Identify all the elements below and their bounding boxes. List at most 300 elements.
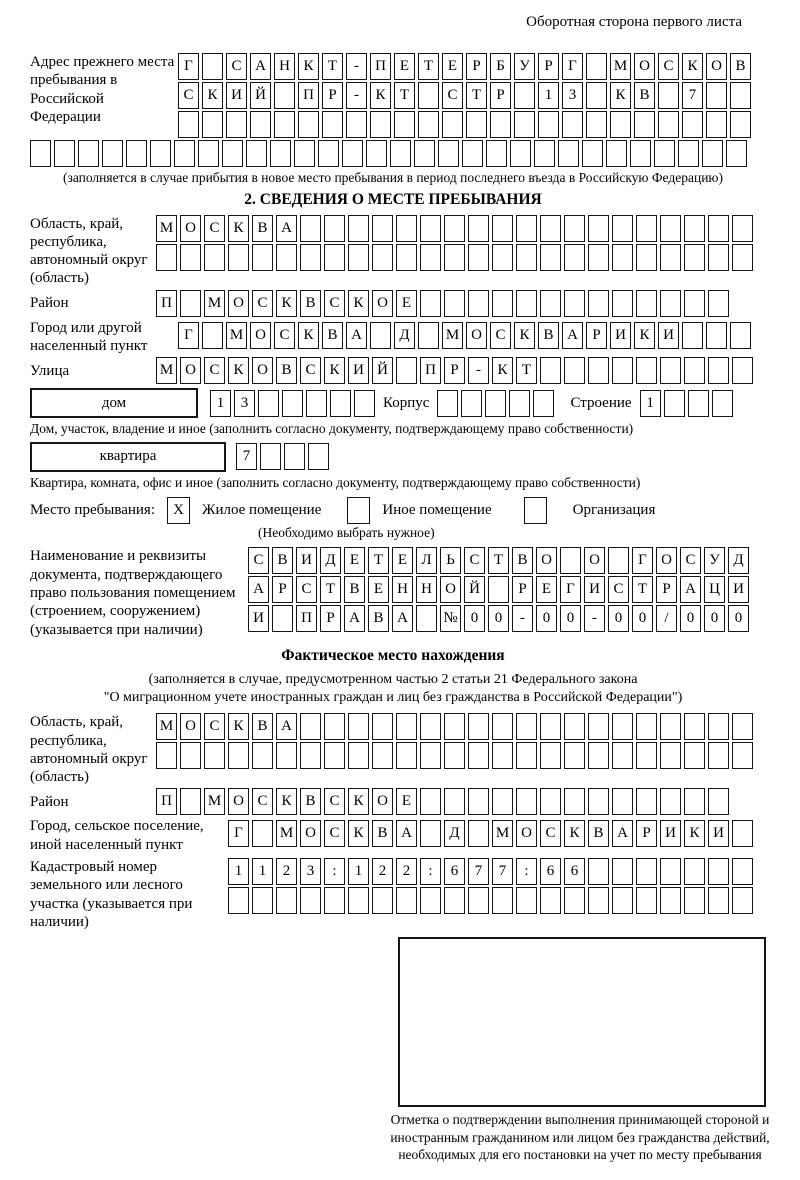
- char-cell[interactable]: [226, 111, 247, 138]
- char-cell[interactable]: 7: [492, 858, 513, 885]
- char-cell[interactable]: О: [180, 713, 201, 740]
- char-cell[interactable]: [180, 742, 201, 769]
- char-cell[interactable]: :: [420, 858, 441, 885]
- char-cell[interactable]: Г: [178, 53, 199, 80]
- char-cell[interactable]: [420, 290, 441, 317]
- char-cell[interactable]: [468, 713, 489, 740]
- char-cell[interactable]: [636, 290, 657, 317]
- char-cell[interactable]: [420, 215, 441, 242]
- char-cell[interactable]: [516, 215, 537, 242]
- char-cell[interactable]: С: [252, 290, 273, 317]
- char-cell[interactable]: [324, 713, 345, 740]
- char-cell[interactable]: 0: [704, 605, 725, 632]
- char-cell[interactable]: Р: [512, 576, 533, 603]
- char-cell[interactable]: [678, 140, 699, 167]
- char-cell[interactable]: [418, 82, 439, 109]
- char-cell[interactable]: Т: [320, 576, 341, 603]
- char-cell[interactable]: 1: [228, 858, 249, 885]
- char-cell[interactable]: [437, 390, 458, 417]
- char-cell[interactable]: [418, 322, 439, 349]
- char-cell[interactable]: О: [372, 788, 393, 815]
- char-cell[interactable]: 1: [640, 390, 661, 417]
- char-cell[interactable]: 7: [682, 82, 703, 109]
- char-cell[interactable]: О: [180, 357, 201, 384]
- char-cell[interactable]: [78, 140, 99, 167]
- char-cell[interactable]: [414, 140, 435, 167]
- char-cell[interactable]: [420, 742, 441, 769]
- char-cell[interactable]: О: [372, 290, 393, 317]
- house-type-box[interactable]: дом: [30, 388, 198, 418]
- char-cell[interactable]: И: [728, 576, 749, 603]
- char-cell[interactable]: [174, 140, 195, 167]
- char-cell[interactable]: [298, 111, 319, 138]
- char-cell[interactable]: [492, 713, 513, 740]
- char-cell[interactable]: -: [346, 53, 367, 80]
- char-cell[interactable]: [308, 443, 329, 470]
- char-cell[interactable]: К: [324, 357, 345, 384]
- char-cell[interactable]: [442, 111, 463, 138]
- char-cell[interactable]: [732, 742, 753, 769]
- char-cell[interactable]: Е: [394, 53, 415, 80]
- char-cell[interactable]: С: [204, 215, 225, 242]
- char-cell[interactable]: [610, 111, 631, 138]
- char-cell[interactable]: В: [368, 605, 389, 632]
- char-cell[interactable]: [348, 713, 369, 740]
- char-cell[interactable]: [708, 887, 729, 914]
- char-cell[interactable]: К: [682, 53, 703, 80]
- char-cell[interactable]: И: [660, 820, 681, 847]
- char-cell[interactable]: Р: [322, 82, 343, 109]
- char-cell[interactable]: [708, 742, 729, 769]
- char-cell[interactable]: [252, 820, 273, 847]
- char-cell[interactable]: [276, 887, 297, 914]
- char-cell[interactable]: [684, 887, 705, 914]
- char-cell[interactable]: [636, 244, 657, 271]
- char-cell[interactable]: Д: [320, 547, 341, 574]
- stay-type-checkbox-residential[interactable]: X: [167, 497, 190, 524]
- stay-type-checkbox-organization[interactable]: [524, 497, 547, 524]
- char-cell[interactable]: М: [492, 820, 513, 847]
- char-cell[interactable]: [732, 820, 753, 847]
- char-cell[interactable]: О: [300, 820, 321, 847]
- char-cell[interactable]: [324, 887, 345, 914]
- char-cell[interactable]: [564, 713, 585, 740]
- char-cell[interactable]: Т: [488, 547, 509, 574]
- char-cell[interactable]: -: [468, 357, 489, 384]
- char-cell[interactable]: Б: [490, 53, 511, 80]
- char-cell[interactable]: [684, 244, 705, 271]
- char-cell[interactable]: С: [274, 322, 295, 349]
- char-cell[interactable]: [102, 140, 123, 167]
- char-cell[interactable]: С: [324, 788, 345, 815]
- char-cell[interactable]: В: [276, 357, 297, 384]
- char-cell[interactable]: [660, 742, 681, 769]
- char-cell[interactable]: [682, 111, 703, 138]
- char-cell[interactable]: Й: [464, 576, 485, 603]
- char-cell[interactable]: К: [564, 820, 585, 847]
- char-cell[interactable]: [156, 244, 177, 271]
- char-cell[interactable]: [396, 244, 417, 271]
- char-cell[interactable]: [354, 390, 375, 417]
- char-cell[interactable]: А: [612, 820, 633, 847]
- char-cell[interactable]: К: [610, 82, 631, 109]
- char-cell[interactable]: [538, 111, 559, 138]
- char-cell[interactable]: С: [324, 290, 345, 317]
- char-cell[interactable]: [444, 244, 465, 271]
- char-cell[interactable]: [516, 788, 537, 815]
- char-cell[interactable]: [228, 887, 249, 914]
- char-cell[interactable]: [660, 244, 681, 271]
- char-cell[interactable]: [510, 140, 531, 167]
- char-cell[interactable]: [150, 140, 171, 167]
- char-cell[interactable]: [588, 858, 609, 885]
- char-cell[interactable]: [178, 111, 199, 138]
- char-cell[interactable]: [418, 111, 439, 138]
- char-cell[interactable]: Е: [392, 547, 413, 574]
- char-cell[interactable]: [492, 215, 513, 242]
- char-cell[interactable]: [180, 788, 201, 815]
- char-cell[interactable]: В: [344, 576, 365, 603]
- char-cell[interactable]: В: [300, 788, 321, 815]
- char-cell[interactable]: О: [180, 215, 201, 242]
- char-cell[interactable]: [516, 290, 537, 317]
- char-cell[interactable]: С: [178, 82, 199, 109]
- char-cell[interactable]: [588, 290, 609, 317]
- char-cell[interactable]: [612, 215, 633, 242]
- char-cell[interactable]: [420, 788, 441, 815]
- char-cell[interactable]: К: [634, 322, 655, 349]
- char-cell[interactable]: М: [204, 788, 225, 815]
- char-cell[interactable]: К: [298, 322, 319, 349]
- char-cell[interactable]: [514, 111, 535, 138]
- char-cell[interactable]: [708, 357, 729, 384]
- char-cell[interactable]: [468, 820, 489, 847]
- char-cell[interactable]: [706, 111, 727, 138]
- apartment-type-box[interactable]: квартира: [30, 442, 226, 472]
- char-cell[interactable]: [588, 215, 609, 242]
- char-cell[interactable]: [156, 742, 177, 769]
- char-cell[interactable]: [372, 742, 393, 769]
- char-cell[interactable]: [636, 713, 657, 740]
- char-cell[interactable]: К: [298, 53, 319, 80]
- char-cell[interactable]: [444, 887, 465, 914]
- char-cell[interactable]: [324, 742, 345, 769]
- char-cell[interactable]: [630, 140, 651, 167]
- char-cell[interactable]: В: [588, 820, 609, 847]
- char-cell[interactable]: [654, 140, 675, 167]
- char-cell[interactable]: [324, 244, 345, 271]
- char-cell[interactable]: [396, 742, 417, 769]
- char-cell[interactable]: [461, 390, 482, 417]
- char-cell[interactable]: [492, 244, 513, 271]
- char-cell[interactable]: Р: [586, 322, 607, 349]
- char-cell[interactable]: Й: [250, 82, 271, 109]
- char-cell[interactable]: С: [204, 357, 225, 384]
- char-cell[interactable]: Н: [392, 576, 413, 603]
- char-cell[interactable]: [730, 322, 751, 349]
- char-cell[interactable]: К: [514, 322, 535, 349]
- char-cell[interactable]: [444, 788, 465, 815]
- char-cell[interactable]: О: [228, 788, 249, 815]
- char-cell[interactable]: [582, 140, 603, 167]
- char-cell[interactable]: [586, 53, 607, 80]
- char-cell[interactable]: И: [226, 82, 247, 109]
- char-cell[interactable]: [444, 215, 465, 242]
- char-cell[interactable]: 0: [632, 605, 653, 632]
- char-cell[interactable]: [348, 244, 369, 271]
- char-cell[interactable]: [660, 357, 681, 384]
- char-cell[interactable]: К: [202, 82, 223, 109]
- char-cell[interactable]: [708, 244, 729, 271]
- char-cell[interactable]: Н: [416, 576, 437, 603]
- char-cell[interactable]: [468, 788, 489, 815]
- char-cell[interactable]: [612, 887, 633, 914]
- char-cell[interactable]: Т: [466, 82, 487, 109]
- char-cell[interactable]: 7: [468, 858, 489, 885]
- char-cell[interactable]: А: [344, 605, 365, 632]
- char-cell[interactable]: /: [656, 605, 677, 632]
- char-cell[interactable]: 2: [396, 858, 417, 885]
- char-cell[interactable]: М: [156, 713, 177, 740]
- char-cell[interactable]: [306, 390, 327, 417]
- char-cell[interactable]: Д: [728, 547, 749, 574]
- char-cell[interactable]: [660, 788, 681, 815]
- char-cell[interactable]: [684, 713, 705, 740]
- char-cell[interactable]: [246, 140, 267, 167]
- char-cell[interactable]: [636, 742, 657, 769]
- char-cell[interactable]: У: [704, 547, 725, 574]
- char-cell[interactable]: [444, 742, 465, 769]
- char-cell[interactable]: [636, 357, 657, 384]
- char-cell[interactable]: [730, 82, 751, 109]
- char-cell[interactable]: [516, 713, 537, 740]
- stay-type-checkbox-other[interactable]: [347, 497, 370, 524]
- char-cell[interactable]: И: [658, 322, 679, 349]
- char-cell[interactable]: [330, 390, 351, 417]
- char-cell[interactable]: И: [348, 357, 369, 384]
- char-cell[interactable]: [588, 788, 609, 815]
- char-cell[interactable]: [444, 290, 465, 317]
- char-cell[interactable]: [486, 140, 507, 167]
- char-cell[interactable]: И: [708, 820, 729, 847]
- char-cell[interactable]: [420, 244, 441, 271]
- char-cell[interactable]: [396, 215, 417, 242]
- char-cell[interactable]: С: [296, 576, 317, 603]
- char-cell[interactable]: В: [512, 547, 533, 574]
- char-cell[interactable]: 0: [728, 605, 749, 632]
- char-cell[interactable]: [492, 788, 513, 815]
- char-cell[interactable]: Ь: [440, 547, 461, 574]
- char-cell[interactable]: [540, 887, 561, 914]
- char-cell[interactable]: П: [156, 290, 177, 317]
- char-cell[interactable]: [612, 713, 633, 740]
- char-cell[interactable]: П: [420, 357, 441, 384]
- char-cell[interactable]: Т: [632, 576, 653, 603]
- char-cell[interactable]: [586, 111, 607, 138]
- char-cell[interactable]: 0: [536, 605, 557, 632]
- char-cell[interactable]: 3: [300, 858, 321, 885]
- char-cell[interactable]: 3: [562, 82, 583, 109]
- char-cell[interactable]: С: [608, 576, 629, 603]
- char-cell[interactable]: М: [610, 53, 631, 80]
- char-cell[interactable]: О: [440, 576, 461, 603]
- char-cell[interactable]: [540, 244, 561, 271]
- char-cell[interactable]: [30, 140, 51, 167]
- char-cell[interactable]: [274, 111, 295, 138]
- char-cell[interactable]: [708, 788, 729, 815]
- char-cell[interactable]: [485, 390, 506, 417]
- char-cell[interactable]: О: [706, 53, 727, 80]
- char-cell[interactable]: Д: [444, 820, 465, 847]
- char-cell[interactable]: С: [464, 547, 485, 574]
- char-cell[interactable]: Е: [536, 576, 557, 603]
- char-cell[interactable]: [126, 140, 147, 167]
- char-cell[interactable]: Т: [322, 53, 343, 80]
- char-cell[interactable]: [492, 290, 513, 317]
- char-cell[interactable]: [416, 605, 437, 632]
- char-cell[interactable]: Р: [636, 820, 657, 847]
- char-cell[interactable]: -: [584, 605, 605, 632]
- char-cell[interactable]: К: [684, 820, 705, 847]
- char-cell[interactable]: [712, 390, 733, 417]
- char-cell[interactable]: [180, 244, 201, 271]
- char-cell[interactable]: [438, 140, 459, 167]
- char-cell[interactable]: [222, 140, 243, 167]
- char-cell[interactable]: [660, 713, 681, 740]
- char-cell[interactable]: С: [324, 820, 345, 847]
- char-cell[interactable]: О: [634, 53, 655, 80]
- char-cell[interactable]: [730, 111, 751, 138]
- char-cell[interactable]: Й: [372, 357, 393, 384]
- char-cell[interactable]: Р: [656, 576, 677, 603]
- char-cell[interactable]: Е: [368, 576, 389, 603]
- char-cell[interactable]: [258, 390, 279, 417]
- char-cell[interactable]: [612, 290, 633, 317]
- char-cell[interactable]: [612, 357, 633, 384]
- char-cell[interactable]: [732, 858, 753, 885]
- char-cell[interactable]: [492, 742, 513, 769]
- char-cell[interactable]: Р: [490, 82, 511, 109]
- char-cell[interactable]: [588, 713, 609, 740]
- char-cell[interactable]: [732, 887, 753, 914]
- char-cell[interactable]: В: [272, 547, 293, 574]
- char-cell[interactable]: [540, 290, 561, 317]
- char-cell[interactable]: [272, 605, 293, 632]
- char-cell[interactable]: [586, 82, 607, 109]
- char-cell[interactable]: [282, 390, 303, 417]
- char-cell[interactable]: В: [300, 290, 321, 317]
- char-cell[interactable]: Л: [416, 547, 437, 574]
- char-cell[interactable]: Ц: [704, 576, 725, 603]
- char-cell[interactable]: И: [584, 576, 605, 603]
- char-cell[interactable]: К: [228, 215, 249, 242]
- char-cell[interactable]: [204, 742, 225, 769]
- char-cell[interactable]: [516, 887, 537, 914]
- char-cell[interactable]: [276, 742, 297, 769]
- char-cell[interactable]: [540, 788, 561, 815]
- char-cell[interactable]: [204, 244, 225, 271]
- char-cell[interactable]: С: [540, 820, 561, 847]
- char-cell[interactable]: [444, 713, 465, 740]
- char-cell[interactable]: М: [276, 820, 297, 847]
- char-cell[interactable]: [660, 858, 681, 885]
- char-cell[interactable]: [252, 887, 273, 914]
- char-cell[interactable]: А: [392, 605, 413, 632]
- char-cell[interactable]: К: [348, 290, 369, 317]
- char-cell[interactable]: [564, 887, 585, 914]
- char-cell[interactable]: [706, 322, 727, 349]
- char-cell[interactable]: [636, 788, 657, 815]
- char-cell[interactable]: [492, 887, 513, 914]
- char-cell[interactable]: И: [248, 605, 269, 632]
- char-cell[interactable]: [658, 82, 679, 109]
- char-cell[interactable]: [342, 140, 363, 167]
- char-cell[interactable]: [588, 742, 609, 769]
- char-cell[interactable]: О: [584, 547, 605, 574]
- char-cell[interactable]: [516, 244, 537, 271]
- char-cell[interactable]: К: [228, 713, 249, 740]
- char-cell[interactable]: [346, 111, 367, 138]
- char-cell[interactable]: М: [226, 322, 247, 349]
- char-cell[interactable]: [588, 357, 609, 384]
- char-cell[interactable]: М: [204, 290, 225, 317]
- char-cell[interactable]: [420, 713, 441, 740]
- char-cell[interactable]: [300, 215, 321, 242]
- char-cell[interactable]: [348, 887, 369, 914]
- char-cell[interactable]: А: [346, 322, 367, 349]
- char-cell[interactable]: [588, 887, 609, 914]
- char-cell[interactable]: 0: [680, 605, 701, 632]
- char-cell[interactable]: [558, 140, 579, 167]
- char-cell[interactable]: О: [252, 357, 273, 384]
- char-cell[interactable]: :: [324, 858, 345, 885]
- char-cell[interactable]: [684, 290, 705, 317]
- char-cell[interactable]: [732, 713, 753, 740]
- char-cell[interactable]: [634, 111, 655, 138]
- char-cell[interactable]: А: [680, 576, 701, 603]
- char-cell[interactable]: [564, 788, 585, 815]
- char-cell[interactable]: [564, 290, 585, 317]
- char-cell[interactable]: 0: [560, 605, 581, 632]
- char-cell[interactable]: К: [228, 357, 249, 384]
- char-cell[interactable]: [250, 111, 271, 138]
- char-cell[interactable]: И: [610, 322, 631, 349]
- char-cell[interactable]: [488, 576, 509, 603]
- char-cell[interactable]: [514, 82, 535, 109]
- char-cell[interactable]: [390, 140, 411, 167]
- char-cell[interactable]: [466, 111, 487, 138]
- char-cell[interactable]: С: [680, 547, 701, 574]
- char-cell[interactable]: 6: [444, 858, 465, 885]
- char-cell[interactable]: М: [156, 215, 177, 242]
- char-cell[interactable]: С: [490, 322, 511, 349]
- char-cell[interactable]: [708, 215, 729, 242]
- char-cell[interactable]: Т: [368, 547, 389, 574]
- char-cell[interactable]: [372, 215, 393, 242]
- char-cell[interactable]: [732, 215, 753, 242]
- char-cell[interactable]: [462, 140, 483, 167]
- char-cell[interactable]: [420, 820, 441, 847]
- char-cell[interactable]: Г: [560, 576, 581, 603]
- char-cell[interactable]: О: [466, 322, 487, 349]
- char-cell[interactable]: Т: [516, 357, 537, 384]
- char-cell[interactable]: Е: [442, 53, 463, 80]
- char-cell[interactable]: [658, 111, 679, 138]
- char-cell[interactable]: В: [538, 322, 559, 349]
- char-cell[interactable]: [612, 244, 633, 271]
- char-cell[interactable]: [252, 742, 273, 769]
- char-cell[interactable]: 0: [464, 605, 485, 632]
